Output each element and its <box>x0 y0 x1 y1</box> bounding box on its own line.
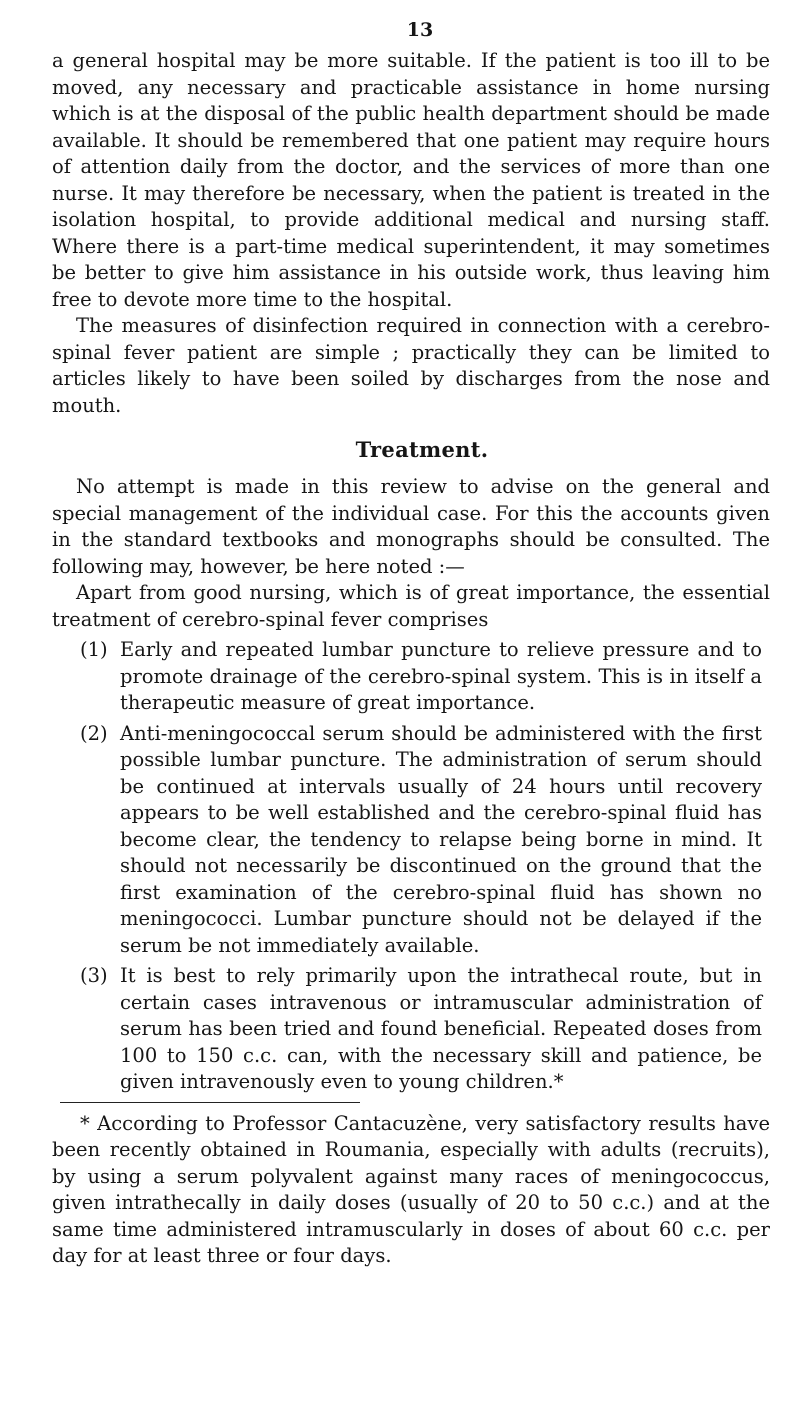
list-item-text: Early and repeated lumbar puncture to relieve pressure and to promote drainage of the cerebro-spinal system. This is in itself a therapeutic measure of great importance. <box>120 638 762 714</box>
footnote: * According to Professor Cantacuzène, very satisfactory results have been recently obtained in Roumania, especially with adults (recruits), by using a serum polyvalent against many races of meningococcus, given intrathecally in daily doses (usually of 20 to 50 c.c.) and at the same time administered intramuscularly in doses of about 60 c.c. per day for at least three or four days. <box>52 1111 770 1267</box>
paragraph: a general hospital may be more suitable. If the patient is too ill to be moved, any necessary and practicable assistance in home nursing which is at the disposal of the public health department should be made available. It should be remembered that one patient may require hours of attention daily from the doctor, and the services of more than one nurse. It may therefore be necessary, when the patient is treated in the isolation hospital, to provide additional medical and nursing staff. Where there is a part-time medical superintendent, it may sometimes be better to give him assistance in his outside work, thus leaving him free to devote more time to the hospital. <box>52 49 770 311</box>
document-page <box>52 0 770 1270</box>
section-heading: Treatment. <box>355 437 489 462</box>
paragraph: Apart from good nursing, which is of great importance, the essential treatment of cerebro-spinal fever comprises <box>52 581 770 631</box>
list-item <box>52 963 770 1096</box>
body-text <box>52 48 770 1270</box>
list-item-text: It is best to rely primarily upon the intrathecal route, but in certain cases intravenous or intramuscular administration of serum has been tried and found beneficial. Repeated doses from 100 to 150 c.c. can, with the necessary skill and patience, be given intravenously even to young children.* <box>120 964 762 1093</box>
list-item <box>52 721 770 960</box>
list-item-number: (1) <box>80 638 108 661</box>
list-item <box>52 637 770 717</box>
list-item-number: (3) <box>80 964 108 987</box>
footnote-divider <box>60 1102 360 1103</box>
page-number: 13 <box>406 19 434 41</box>
list-item-number: (2) <box>80 721 108 745</box>
treatment-list <box>52 637 770 1096</box>
paragraph: No attempt is made in this review to advise on the general and special management of the individual case. For this the accounts given in the standard textbooks and monographs should be consulted. The following may, however, be here noted :— <box>52 475 770 578</box>
list-item-text: Anti-meningococcal serum should be administered with the first possible lumbar puncture. The administration of serum should be continued at intervals usually of 24 hours until recovery appears to be well established and the cerebro-spinal fluid has become clear, the tendency to relapse being borne in mind. It should not necessarily be discontinued on the ground that the first examination of the cerebro-spinal fluid has shown no meningococci. Lumbar puncture should not be delayed if the serum be not immediately available. <box>120 721 762 957</box>
paragraph: The measures of disinfection required in connection with a cerebro-spinal fever patient are simple ; practically they can be limited to articles likely to have been soiled by discharges from the nose and mouth. <box>52 314 770 417</box>
